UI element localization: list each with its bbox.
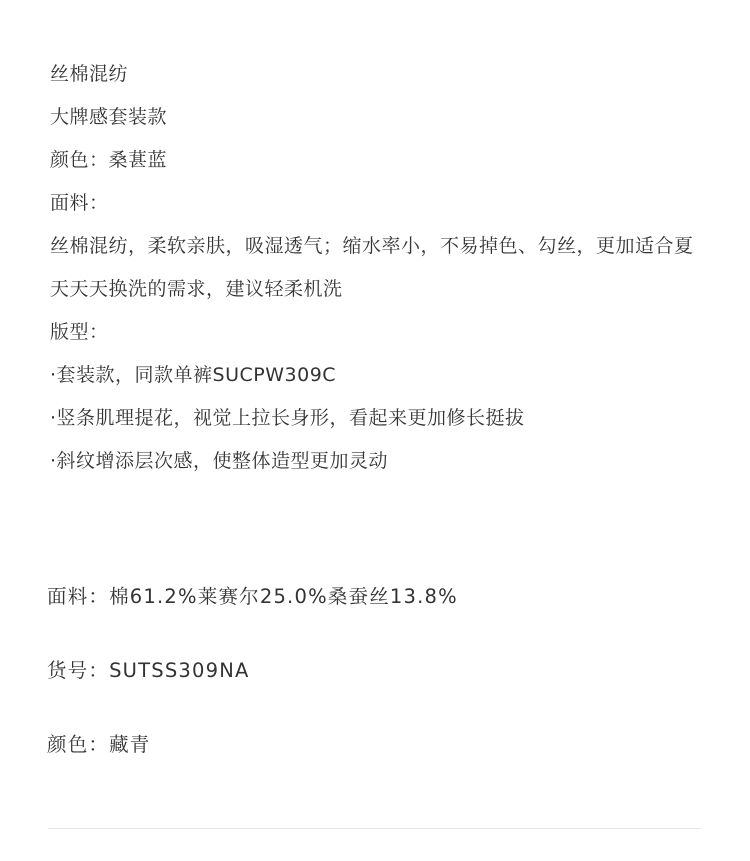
product-description — [50, 53, 710, 483]
description-color: 颜色：桑葚蓝 — [50, 149, 168, 171]
spec-color: 颜色：藏青 — [47, 733, 151, 756]
fit-bullet: ·竖条肌理提花，视觉上拉长身形，看起来更加修长挺拔 — [50, 407, 525, 429]
divider — [48, 828, 701, 829]
spec-item-number: 货号：SUTSS309NA — [47, 659, 250, 682]
description-subtitle: 大牌感套装款 — [50, 106, 168, 128]
fabric-text: 丝棉混纺，柔软亲肤，吸湿透气；缩水率小，不易掉色、勾丝，更加适合夏天天天换洗的需求，建议轻柔机洗 — [50, 235, 694, 300]
fit-heading: 版型： — [50, 321, 109, 343]
fit-bullet: ·套装款，同款单裤SUCPW309C — [50, 364, 337, 386]
fit-bullet: ·斜纹增添层次感，使整体造型更加灵动 — [50, 450, 389, 472]
product-specs — [47, 575, 707, 797]
spec-material: 面料：棉61.2%莱赛尔25.0%桑蚕丝13.8% — [47, 585, 458, 608]
fabric-heading: 面料： — [50, 192, 109, 214]
description-title: 丝棉混纺 — [50, 63, 129, 85]
